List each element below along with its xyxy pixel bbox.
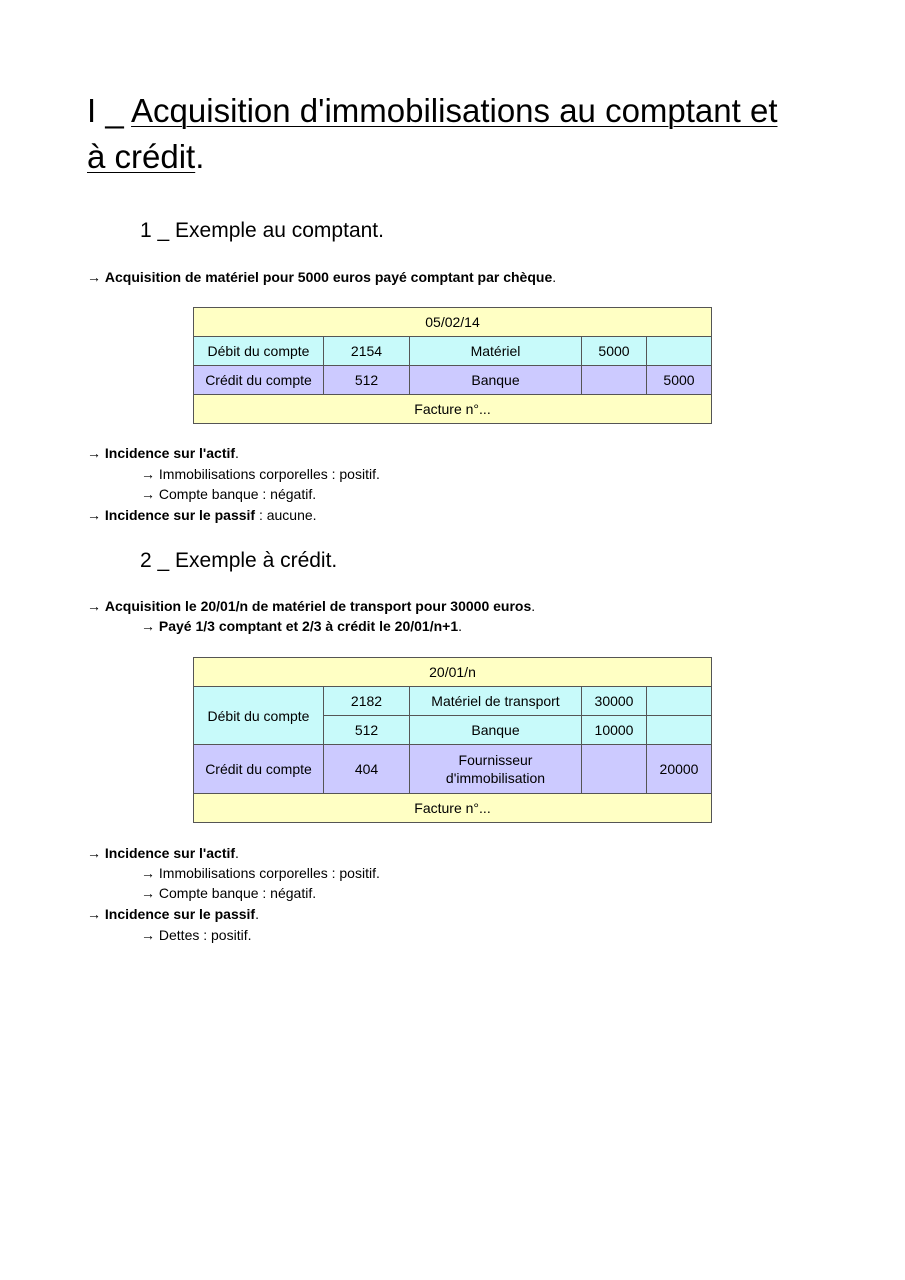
credit-amount-empty [647, 337, 712, 366]
arrow-glyph: → [87, 507, 105, 523]
debit-amount-1: 30000 [582, 687, 647, 716]
journal-entry-1 [193, 307, 712, 424]
section1-actif [87, 443, 239, 463]
journal-footer: Facture n°... [194, 395, 712, 424]
credit-amount: 20000 [647, 745, 712, 794]
journal-date: 20/01/n [194, 658, 712, 687]
debit-label: Débit du compte [194, 337, 324, 366]
arrow-glyph: → [87, 598, 105, 614]
arrow-glyph: → [141, 618, 159, 634]
section1-statement-end: . [552, 269, 557, 285]
arrow-glyph: → [87, 906, 105, 922]
credit-account-name: Banque [410, 366, 582, 395]
credit-label: Crédit du compte [194, 366, 324, 395]
section1-actif-bold: Incidence sur l'actif [104, 445, 236, 461]
title-underlined-2: à crédit [87, 138, 196, 175]
section2-sub-statement [141, 616, 462, 636]
section1-passif [87, 505, 317, 525]
page-title [87, 88, 847, 180]
section1-statement [87, 267, 556, 287]
section2-passif-bold: Incidence sur le passif [104, 906, 256, 922]
debit-account-name-2: Banque [410, 716, 582, 745]
debit-amount-empty [582, 366, 647, 395]
section1-passif-bold: Incidence sur le passif [104, 507, 256, 523]
debit-account-name-1: Matériel de transport [410, 687, 582, 716]
section2-actif-item-2: → Compte banque : négatif. [141, 885, 317, 901]
debit-account: 2154 [324, 337, 410, 366]
title-suffix: . [195, 138, 205, 175]
section2-actif [87, 843, 239, 863]
debit-account-2: 512 [324, 716, 410, 745]
section1-actif-item-1: → Immobilisations corporelles : positif. [141, 466, 380, 482]
section2-actif-item-1: → Immobilisations corporelles : positif. [141, 865, 380, 881]
section1-heading: 1 _ Exemple au comptant. [140, 219, 384, 242]
section2-passif [87, 904, 259, 924]
debit-account-1: 2182 [324, 687, 410, 716]
section2-actif-end: . [235, 845, 239, 861]
section2-passif-end: . [255, 906, 259, 922]
arrow-glyph: → [87, 445, 105, 461]
journal-date: 05/02/14 [194, 308, 712, 337]
arrow-glyph: → [87, 269, 105, 285]
credit-account-name [410, 745, 582, 794]
section2-actif-bold: Incidence sur l'actif [104, 845, 236, 861]
debit-label: Débit du compte [194, 687, 324, 745]
credit-account: 512 [324, 366, 410, 395]
journal-footer: Facture n°... [194, 794, 712, 823]
debit-amount-empty [582, 745, 647, 794]
section2-sub-statement-end: . [458, 618, 462, 634]
credit-account-name-line-1: Fournisseur [458, 752, 533, 768]
section1-passif-end: : aucune. [255, 507, 317, 523]
section1-actif-end: . [235, 445, 239, 461]
debit-amount: 5000 [582, 337, 647, 366]
section2-statement [87, 596, 535, 616]
credit-account-name-line-2: d'immobilisation [445, 770, 546, 786]
section1-statement-bold: Acquisition de matériel pour 5000 euros payé comptant par chèque [104, 269, 553, 285]
section1-actif-item-2: → Compte banque : négatif. [141, 486, 317, 502]
arrow-glyph: → [87, 845, 105, 861]
section2-passif-item-1: → Dettes : positif. [141, 927, 252, 943]
title-underlined-1: Acquisition d'immobilisations au comptant et [131, 92, 778, 129]
section2-sub-statement-bold: Payé 1/3 comptant et 2/3 à crédit le 20/01/n+1 [158, 618, 459, 634]
credit-amount-empty [647, 687, 712, 716]
credit-amount-empty [647, 716, 712, 745]
section2-statement-bold: Acquisition le 20/01/n de matériel de transport pour 30000 euros [104, 598, 532, 614]
credit-label: Crédit du compte [194, 745, 324, 794]
credit-amount: 5000 [647, 366, 712, 395]
debit-amount-2: 10000 [582, 716, 647, 745]
debit-account-name: Matériel [410, 337, 582, 366]
section2-statement-end: . [531, 598, 536, 614]
journal-entry-2 [193, 657, 712, 823]
section2-heading: 2 _ Exemple à crédit. [140, 549, 338, 572]
title-prefix: I _ [87, 92, 132, 129]
credit-account: 404 [324, 745, 410, 794]
